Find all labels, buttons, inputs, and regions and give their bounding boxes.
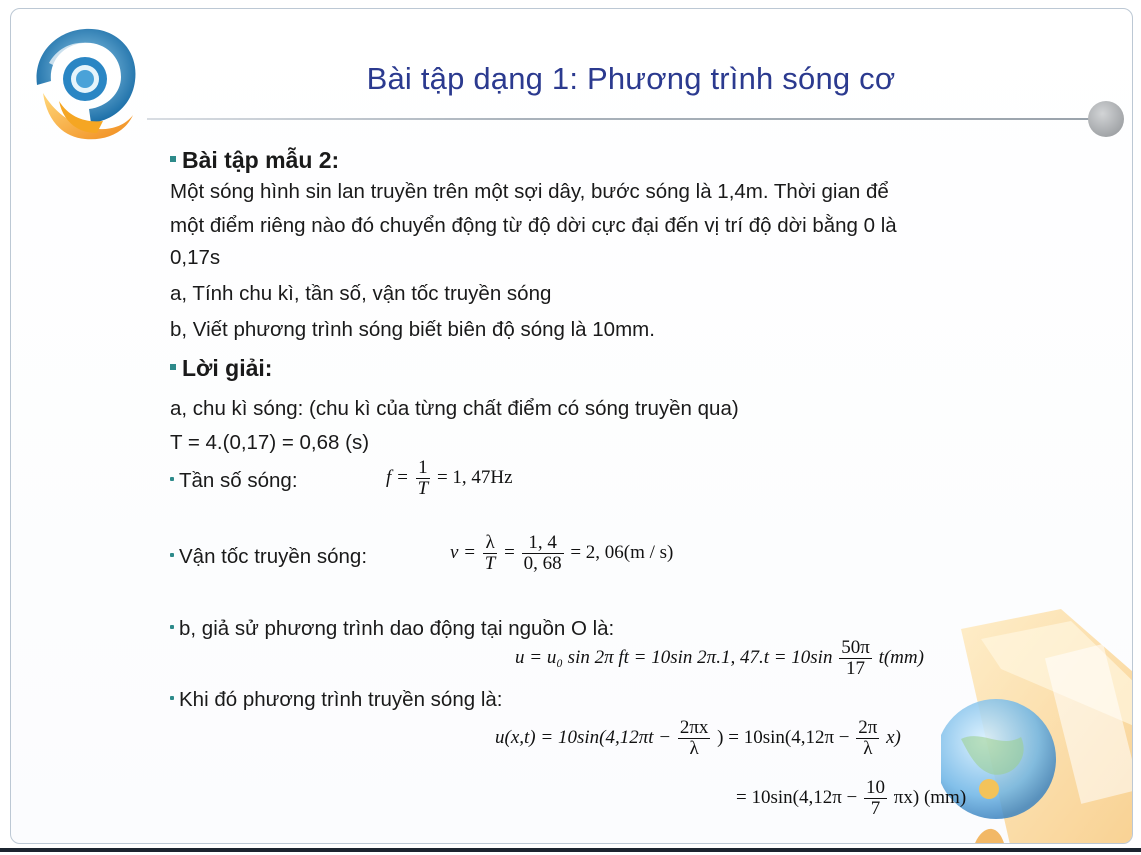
bottom-border <box>0 848 1141 852</box>
speed-eq: = <box>504 541 515 563</box>
wave-label-text: Khi đó phương trình truyền sóng là: <box>179 688 503 711</box>
speed-fraction-1 <box>483 533 498 574</box>
speed-num-2: 1, 4 <box>522 533 564 554</box>
freq-num: 1 <box>416 458 431 479</box>
freq-den: T <box>417 478 429 499</box>
bullet-icon <box>170 696 174 700</box>
source-label-text: b, giả sử phương trình dao động tại nguồn O là: <box>179 617 615 640</box>
freq-rhs: = 1, 47Hz <box>436 466 513 488</box>
solution-heading-text: Lời giải: <box>182 355 273 381</box>
wave1-den-1: λ <box>689 738 699 759</box>
wave2-rhs: πx) (mm) <box>893 786 967 808</box>
wave2-fraction <box>864 778 887 819</box>
speed-den-1: T <box>484 553 496 574</box>
example-heading-text: Bài tập mẫu 2: <box>182 147 340 173</box>
example-heading <box>170 148 339 172</box>
bullet-icon <box>170 553 174 557</box>
source-lhs: u = u₀ sin 2π ft = 10sin 2π.1, 47.t = 10sin <box>515 646 833 668</box>
folder-globe-decoration-icon <box>941 609 1133 844</box>
title-bullet-dot <box>1088 101 1124 137</box>
square-bullet-icon <box>170 364 176 370</box>
wave1-lhs: u(x,t) = 10sin(4,12πt − <box>495 726 672 748</box>
source-den: 17 <box>846 658 866 679</box>
bullet-icon <box>170 625 174 629</box>
bullet-icon <box>170 477 174 481</box>
wave1-num-1: 2πx <box>679 717 709 738</box>
problem-line-3: 0,17s <box>170 246 221 269</box>
wave1-mid: ) = 10sin(4,12π − <box>717 726 850 748</box>
wave2-num: 10 <box>866 777 886 798</box>
wave2-den: 7 <box>870 798 881 819</box>
speed-label-text: Vận tốc truyền sóng: <box>179 545 368 568</box>
speed-fraction-2 <box>522 533 564 574</box>
wave1-fraction-2 <box>856 718 879 759</box>
logo-icon <box>29 23 141 141</box>
wave1-num-2: 2π <box>858 717 878 738</box>
wave-label <box>170 688 502 712</box>
freq-lhs: f = <box>386 466 409 488</box>
speed-num-1: λ <box>483 533 498 554</box>
slide-title: Bài tập dạng 1: Phương trình sóng cơ <box>366 61 896 96</box>
wave1-fraction-1 <box>678 718 711 759</box>
source-rhs: t(mm) <box>878 646 924 668</box>
wave-formula-1 <box>495 718 901 759</box>
freq-fraction <box>416 458 431 499</box>
question-a: a, Tính chu kì, tần số, vận tốc truyền sóng <box>170 282 552 305</box>
source-formula <box>515 638 924 679</box>
period-intro: a, chu kì sóng: (chu kì của từng chất điểm có sóng truyền qua) <box>170 397 739 420</box>
speed-label <box>170 545 367 569</box>
frequency-formula <box>386 458 513 499</box>
wave1-den-2: λ <box>863 738 873 759</box>
problem-line-1: Một sóng hình sin lan truyền trên một sợi dây, bước sóng là 1,4m. Thời gian để <box>170 180 889 203</box>
frequency-label <box>170 469 298 493</box>
wave-formula-2 <box>736 778 966 819</box>
problem-line-2: một điểm riêng nào đó chuyển động từ độ dời cực đại đến vị trí độ dời bằng 0 là <box>170 214 897 237</box>
frequency-label-text: Tần số sóng: <box>179 469 298 492</box>
speed-formula <box>450 533 673 574</box>
source-num: 50π <box>841 637 870 658</box>
period-value: T = 4.(0,17) = 0,68 (s) <box>170 431 370 454</box>
source-fraction <box>839 638 872 679</box>
square-bullet-icon <box>170 156 176 162</box>
speed-den-2: 0, 68 <box>523 553 562 574</box>
solution-heading <box>170 356 272 380</box>
title-divider <box>147 118 1097 120</box>
wave2-lhs: = 10sin(4,12π − <box>736 786 858 808</box>
speed-rhs: = 2, 06(m / s) <box>570 541 674 563</box>
wave1-rhs: x) <box>886 726 901 748</box>
question-b: b, Viết phương trình sóng biết biên độ sóng là 10mm. <box>170 318 655 341</box>
speed-lhs: v = <box>450 541 477 563</box>
